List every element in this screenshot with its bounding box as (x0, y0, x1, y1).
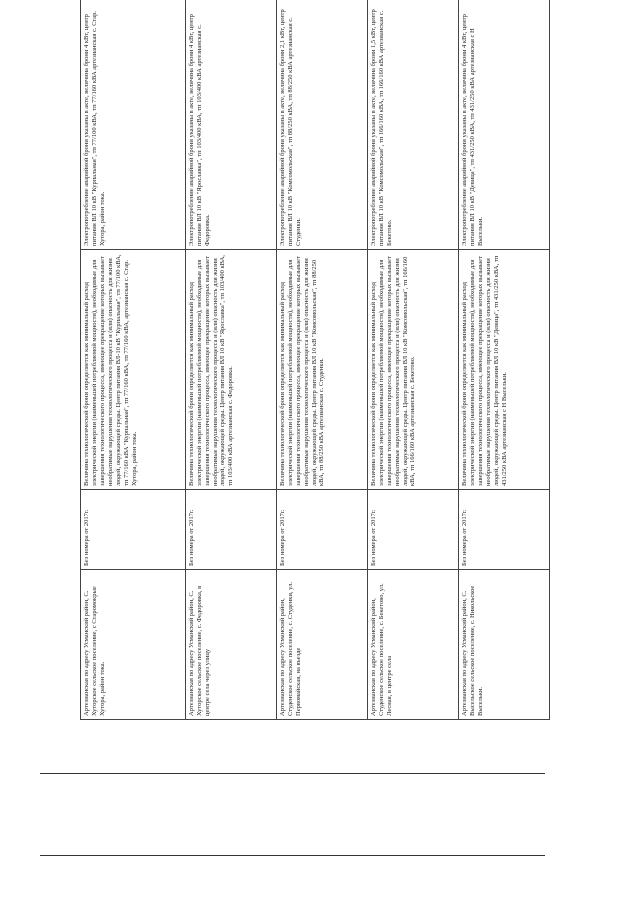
cell-justification: Величина технологической брони определяется как минимальный расход электрической энергии (наименьшей потребляемой мощности), необходимые для завершения технологического процесса, имеющее прекращение которых вызывает необратимые нарушения технологического процесса и (или) опасность для жизни людей, окружающей среды. Центр питания ВЛ 10 кВ "Ярославка", тп 103/400 кВА, тп 103/400 кВА артезианская с. Федоровка. (185, 250, 276, 490)
rotated-page (80, 0, 550, 720)
cell-mode: Электропотребление аварийной брони указаны в акте, величина брони 1,5 кВт, центр питания ВЛ 10 кВ "Комсомольская", тп 166/160 кВА, тп 166/160 кВА артезианская с. Бекетово. (367, 0, 458, 250)
separator-line-top (40, 773, 545, 774)
cell-justification: Величина технологической брони определяется как минимальный расход электрической энергии (наименьшей потребляемой мощности), необходимые для завершения технологического процесса, имеющее прекращение которых вызывает необратимые нарушения технологического процесса и (или) опасность для жизни людей, окружающей среды. Центр питания ВЛ 10 кВ "Комсомольская", тп 88/250 кВА, тп 88/250 кВА артезианская с. Студенки. (276, 250, 367, 490)
cell-justification: Величина технологической брони определяется как минимальный расход электрической энергии (наименьшей потребляемой мощности), необходимые для завершения технологического процесса, имеющее прекращение которых вызывает необратимые нарушения технологического процесса и (или) опасность для жизни людей, окружающей среды. Центр питания ВЛ 10 кВ "Девица", тп 431/250 кВА, тп 431/250 кВА артезианская с Н Высельки. (458, 250, 549, 490)
cell-deadline: Без номера от 2017г. (458, 490, 549, 570)
separator-line-bottom (40, 855, 545, 856)
table-row (185, 0, 276, 720)
cell-mode: Электропотребление аварийной брони указаны в акте, величина брони 4 кВт, центр питания ВЛ 10 кВ "Ярославка", тп 103/400 кВА, тп 103/400 кВА артезианская с. Федоровка. (185, 0, 276, 250)
table-row (367, 0, 458, 720)
cell-justification: Величина технологической брони определяется как минимальный расход электрической энергии (наименьшей потребляемой мощности), необходимые для завершения технологического процесса, имеющее прекращение которых вызывает необратимые нарушения технологического процесса и (или) опасность для жизни людей, окружающей среды. Центр питания ВЛ 10 кВ "Комсомольская", тп 166/160 кВА, тп 166/160 кВА артезианская с. Бекетово. (367, 250, 458, 490)
cell-mode: Электропотребление аварийной брони указаны в акте, величина брони 2,1 кВт, центр питания ВЛ 10 кВ "Комсомольская", тп 88/250 кВА, тп 88/250 кВА артезианская с. Студенки. (276, 0, 367, 250)
cell-justification: Величина технологической брони определяется как минимальный расход электрической энергии (наименьшей потребляемой мощности), необходимые для завершения технологического процесса, имеющее прекращение которых вызывает необратимые нарушения технологического процесса и (или) опасность для жизни людей, окружающей среды. Центр питания ВЛ-10 кВ "Курпальная", тп 77/100 кВА, тп 77/160 кВА "Курпальная", тп 77/160 кВА, тп 77/160 кВА, артезианская с. Стар. Хутора, район тока. (81, 250, 186, 490)
cell-location: Артезианская по адресу Усманский район, С. Хуторское сельское поселение, с Старомокрые Хутора, район тока. (81, 570, 186, 720)
cell-location: Артезианская по адресу Усманский район, С. Высельское сельское поселение, с. Никольское Высельки. (458, 570, 549, 720)
table-row (458, 0, 549, 720)
table-row (81, 0, 186, 720)
table-row (276, 0, 367, 720)
cell-mode: Электропотребление аварийной брони указаны в акте, величина брони 4 кВт, центр питания ВЛ 10 кВ "Курпальная", тп 77/100 кВА, тп 77/160 кВА артезианская с. Стар. Хутора, район тока. (81, 0, 186, 250)
cell-location: Артезианская по адресу Усманский район, Студенское сельское поселение, с. Студенки, ул. Первомайская, на въезде (276, 570, 367, 720)
cell-mode: Электропотребление аварийной брони указаны в акте, величина брони 4 кВт, центр питания ВЛ 10 кВ "Девица", тп 431/250 кВА, тп 431/250 кВА артезианская с Н Высельки. (458, 0, 549, 250)
data-table (80, 0, 550, 720)
cell-deadline: Без номера от 2017г. (276, 490, 367, 570)
cell-deadline: Без номера от 2017г. (185, 490, 276, 570)
cell-location: Артезианская по адресу Усманский район, С. Хуторское сельское поселение, с. Федоровка, в центре села через улицу (185, 570, 276, 720)
cell-deadline: Без номера от 2017г. (367, 490, 458, 570)
cell-location: Артезианская по адресу Усманский район, Студенское сельское поселение, с. Бекетово, ул. Лесная, в центре села (367, 570, 458, 720)
cell-deadline: Без номера от 2017г. (81, 490, 186, 570)
